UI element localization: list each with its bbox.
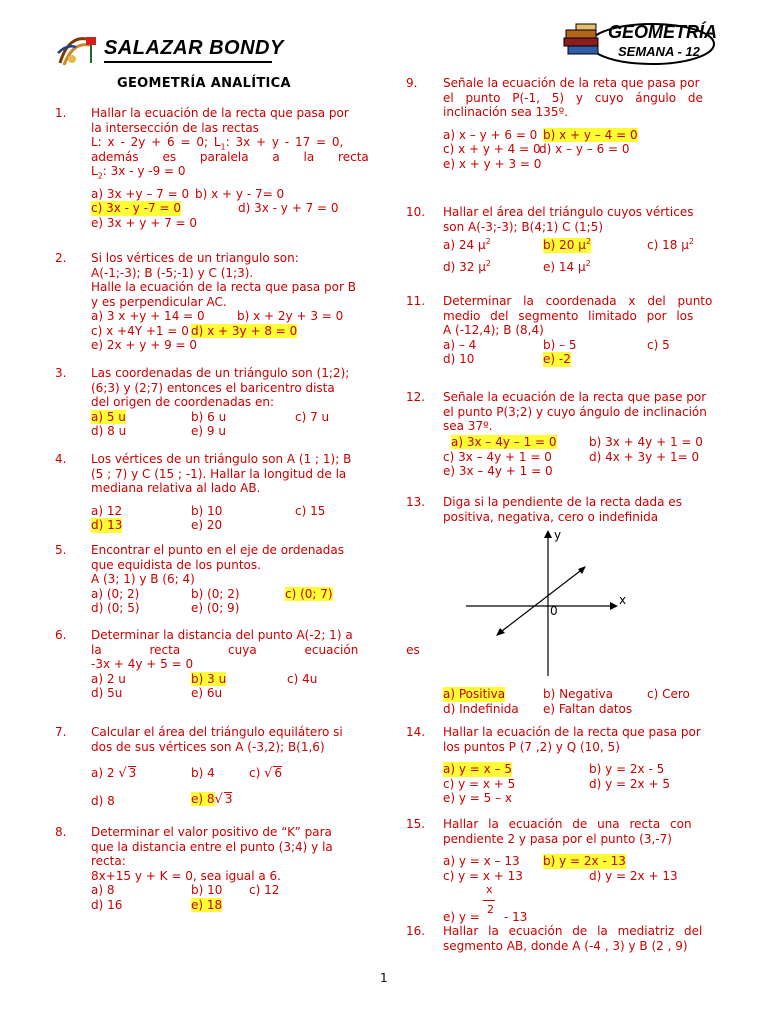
option-b[interactable]: b) x + y - 7= 0 [195, 186, 285, 201]
y-axis-label: y [554, 528, 562, 542]
option-a[interactable]: a) 3x +y – 7 = 0 [91, 186, 190, 201]
option-a-answer[interactable]: a) 5 u [91, 409, 126, 424]
question-number: 4. [55, 452, 67, 466]
option-a-answer[interactable]: a) y = x – 5 [443, 762, 512, 776]
question-number: 1. [55, 106, 67, 120]
option-b-answer[interactable]: b) y = 2x - 13 [543, 854, 626, 868]
option-d[interactable]: d) 3x - y + 7 = 0 [238, 201, 339, 215]
option-c[interactable]: c) 3x – 4y + 1 = 0 [443, 449, 552, 464]
page-number: 1 [380, 971, 388, 985]
option-d[interactable]: d) 8 u [91, 424, 127, 438]
question-number: 13. [406, 495, 426, 509]
option-d[interactable]: d) 10 [443, 352, 475, 366]
option-c[interactable]: c) √ 6 [249, 766, 283, 781]
option-a[interactable]: a) 12 [91, 503, 123, 518]
option-c[interactable]: c) 18 $\mu^2$ [647, 237, 694, 252]
option-d-answer[interactable]: d) 13 [91, 518, 123, 532]
option-d[interactable]: d) 8 [91, 794, 115, 808]
option-e-answer[interactable]: e) 18 [191, 897, 223, 912]
question-number: 2. [55, 251, 67, 265]
option-e-answer[interactable]: e) -2 [543, 352, 571, 366]
option-a[interactable]: a) y = x – 13 [443, 854, 520, 868]
option-a-answer[interactable]: a) 3x – 4y – 1 = 0 [451, 434, 557, 449]
option-b[interactable]: b) Negativa [543, 687, 613, 701]
week-badge [560, 18, 716, 66]
option-c[interactable]: c) x + y + 4 = 0 [443, 142, 541, 156]
option-d[interactable]: d) 4x + 3y + 1= 0 [589, 449, 700, 464]
option-b-answer[interactable]: b) 3 u [191, 671, 227, 686]
question-number: 5. [55, 543, 67, 557]
option-a[interactable]: a) 24 $\mu^2$ [443, 237, 491, 252]
option-c-answer[interactable]: c) 3x - y -7 = 0 [91, 201, 181, 215]
option-d[interactable]: d) 16 [91, 897, 123, 912]
question-number: 12. [406, 390, 426, 404]
option-e[interactable]: e) y = 5 – x [443, 791, 513, 805]
option-e-answer[interactable]: e) 8√ 3 [191, 792, 233, 807]
school-logo [56, 33, 100, 67]
question-number: 3. [55, 366, 67, 380]
badge-week: SEMANA - 12 [618, 44, 700, 59]
question-number: 16. [406, 924, 426, 938]
option-c[interactable]: c) x +4Y +1 = 0 [91, 323, 189, 338]
question-number: 9. [406, 76, 418, 90]
option-e[interactable]: x 2 e) y = - 13 [443, 883, 528, 924]
option-a-answer[interactable]: a) Positiva [443, 687, 506, 701]
option-d-answer[interactable]: d) x + 3y + 8 = 0 [191, 323, 298, 338]
brand-underline [104, 61, 272, 63]
option-c[interactable]: c) 7 u [295, 409, 330, 424]
slope-diagram [466, 528, 630, 678]
section-title: GEOMETRÍA ANALÍTICA [117, 76, 291, 91]
option-d[interactable]: d) (0; 5) [91, 601, 140, 615]
brand-name: SALAZAR BONDY [104, 37, 284, 59]
x-axis-label: x [619, 593, 627, 607]
option-a[interactable]: a) – 4 [443, 337, 477, 352]
question-number: 14. [406, 725, 426, 739]
question-number: 10. [406, 205, 426, 219]
option-e[interactable]: e) 3x – 4y + 1 = 0 [443, 464, 553, 478]
option-c[interactable]: c) 12 [249, 883, 280, 897]
option-b[interactable]: b) (0; 2) [191, 586, 240, 601]
option-e[interactable]: e) Faltan datos [543, 701, 633, 716]
option-e[interactable]: e) 20 [191, 518, 223, 532]
option-a[interactable]: a) 2 √ 3 [91, 766, 137, 781]
option-e[interactable]: e) 9 u [191, 424, 226, 438]
option-c[interactable]: c) Cero [647, 687, 690, 701]
option-a[interactable]: a) (0; 2) [91, 586, 140, 601]
option-e[interactable]: e) 3x + y + 7 = 0 [91, 215, 198, 230]
option-b[interactable]: b) 3x + 4y + 1 = 0 [589, 434, 703, 449]
option-d[interactable]: d) Indefinida [443, 701, 519, 716]
option-e[interactable]: e) (0; 9) [191, 601, 240, 615]
option-c[interactable]: c) y = x + 13 [443, 868, 523, 883]
option-d[interactable]: d) 32 $\mu^2$ [443, 259, 491, 274]
option-c[interactable]: c) 5 [647, 337, 670, 352]
option-c[interactable]: c) y = x + 5 [443, 776, 516, 791]
option-b-answer[interactable]: b) x + y – 4 = 0 [543, 127, 638, 142]
option-a[interactable]: a) 2 u [91, 671, 126, 686]
question-number: 11. [406, 294, 426, 308]
question-number: 15. [406, 817, 426, 831]
option-b[interactable]: b) x + 2y + 3 = 0 [237, 309, 344, 323]
option-d[interactable]: d) 5u [91, 686, 123, 700]
question-number: 8. [55, 825, 67, 839]
question-number: 7. [55, 725, 67, 739]
option-b[interactable]: b) 10 [191, 503, 223, 518]
option-b[interactable]: b) – 5 [543, 337, 577, 352]
option-b[interactable]: b) 4 [191, 766, 215, 780]
option-a[interactable]: a) x – y + 6 = 0 [443, 127, 538, 142]
option-b[interactable]: b) 10 [191, 883, 223, 897]
option-e[interactable]: e) x + y + 3 = 0 [443, 156, 542, 171]
option-b-answer[interactable]: b) 20 $\mu^2$ [543, 237, 591, 252]
origin-label: 0 [550, 604, 558, 618]
option-d[interactable]: d) x – y – 6 = 0 [539, 142, 630, 156]
option-d[interactable]: d) y = 2x + 13 [589, 868, 678, 883]
option-e[interactable]: e) 2x + y + 9 = 0 [91, 338, 198, 352]
option-e[interactable]: e) 14 $\mu^2$ [543, 259, 591, 274]
option-e[interactable]: e) 6u [191, 686, 223, 700]
option-a[interactable]: a) 3 x +y + 14 = 0 [91, 309, 205, 323]
question-13-options [443, 687, 714, 716]
option-d[interactable]: d) y = 2x + 5 [589, 776, 670, 791]
option-a[interactable]: a) 8 [91, 883, 115, 897]
option-b[interactable]: b) 6 u [191, 409, 227, 424]
option-c-answer[interactable]: c) (0; 7) [285, 586, 333, 601]
question-number: 6. [55, 628, 67, 642]
badge-title: GEOMETRÍA [608, 22, 718, 42]
option-b[interactable]: b) y = 2x - 5 [589, 762, 665, 776]
option-c[interactable]: c) 15 [295, 503, 326, 518]
option-c[interactable]: c) 4u [287, 671, 318, 686]
